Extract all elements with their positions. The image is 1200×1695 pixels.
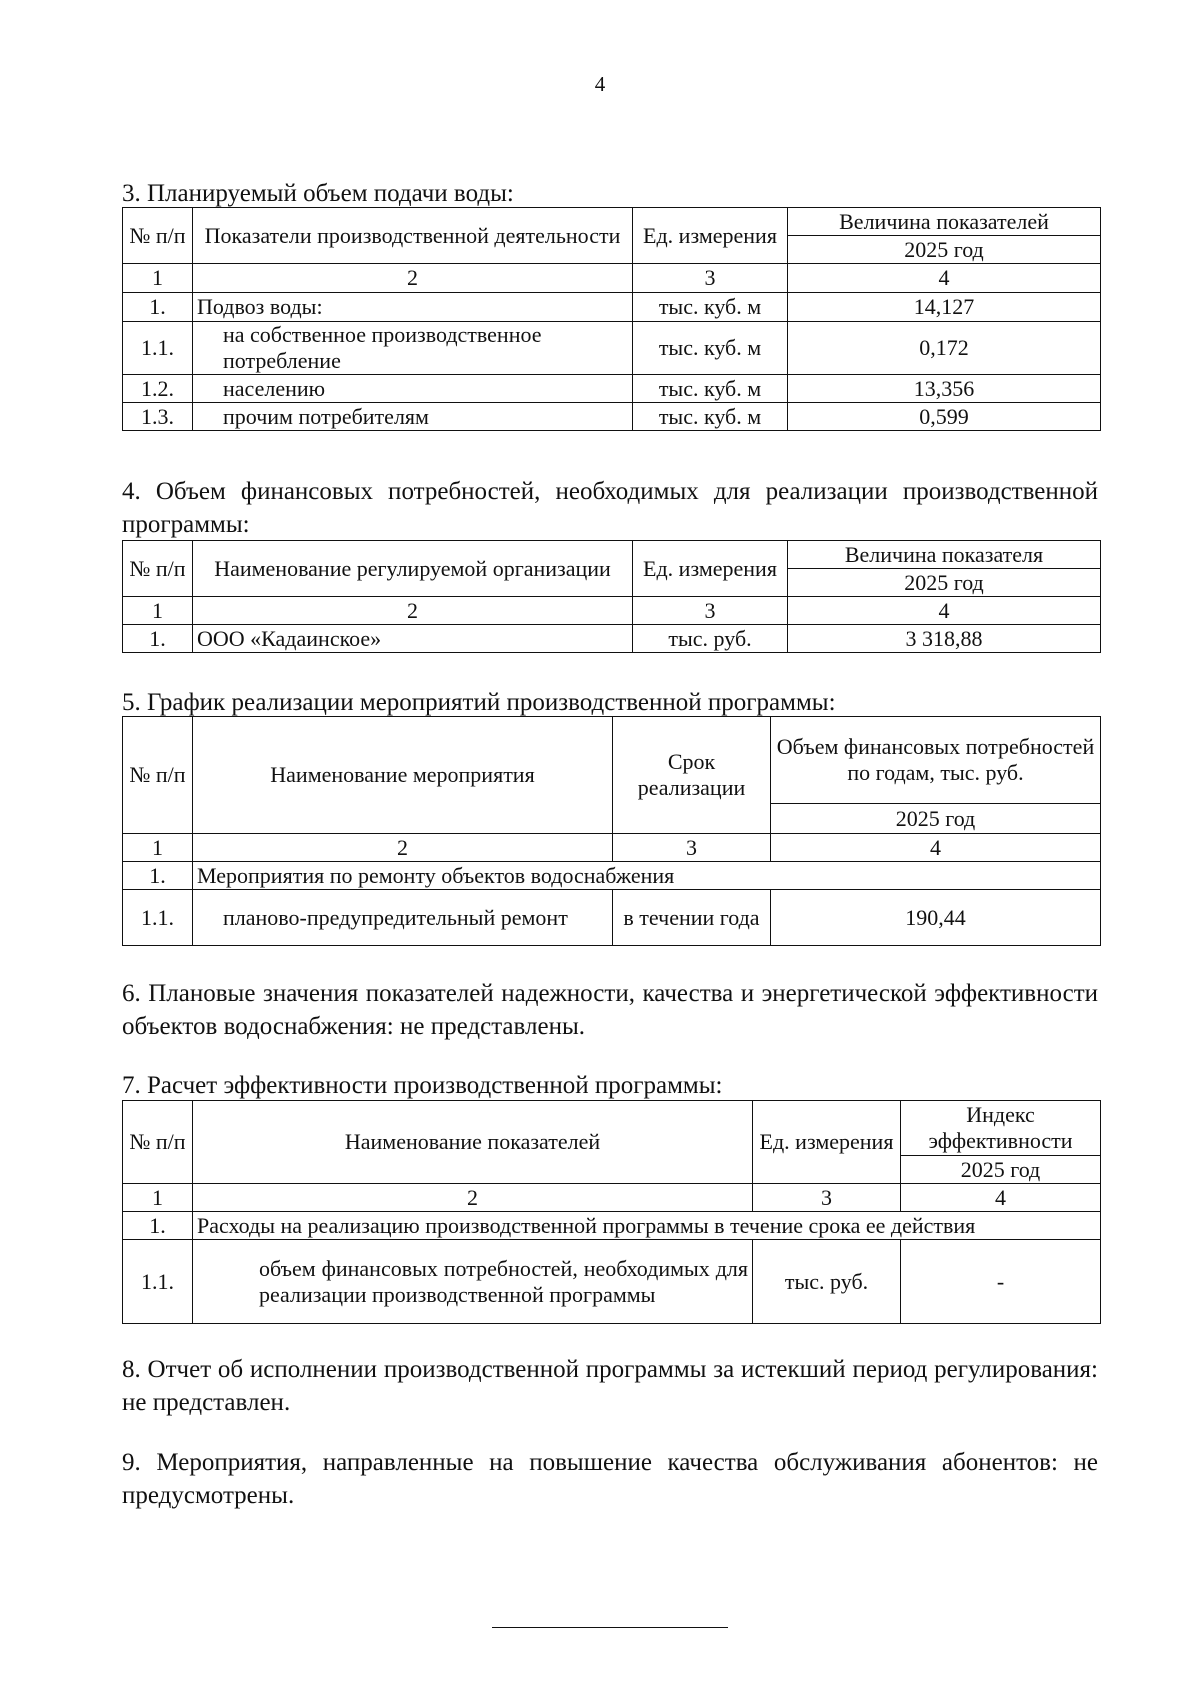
header-value-group: Величина показателей <box>788 208 1101 236</box>
row-num: 1. <box>123 862 193 890</box>
row-value: 13,356 <box>788 375 1101 403</box>
header-value-group: Величина показателя <box>788 541 1101 569</box>
col-number: 3 <box>633 597 788 625</box>
row-value: 0,599 <box>788 403 1101 431</box>
col-number: 4 <box>788 264 1101 293</box>
col-number: 1 <box>123 834 193 862</box>
row-name: Мероприятия по ремонту объектов водоснабжения <box>193 862 1101 890</box>
header-year: 2025 год <box>771 804 1101 834</box>
header-year: 2025 год <box>788 569 1101 597</box>
row-term: в течении года <box>613 890 771 946</box>
table-row <box>123 293 1101 322</box>
financial-needs-table <box>122 540 1101 653</box>
page-number: 4 <box>594 72 606 96</box>
header-event: Наименование мероприятия <box>193 717 613 834</box>
section4-title: 4. Объем финансовых потребностей, необходимых для реализации производственной программы: <box>122 478 1098 538</box>
row-num: 1. <box>123 625 193 653</box>
end-divider <box>492 1627 728 1628</box>
section5-title: 5. График реализации мероприятий производственной программы: <box>122 689 836 716</box>
row-name: Расходы на реализацию производственной программы в течение срока ее действия <box>193 1212 1101 1240</box>
row-num: 1.1. <box>123 890 193 946</box>
header-unit: Ед. измерения <box>633 208 788 264</box>
row-unit: тыс. руб. <box>753 1240 901 1324</box>
section7-title: 7. Расчет эффективности производственной программы: <box>122 1072 723 1099</box>
row-num: 1.1. <box>123 322 193 375</box>
row-unit: тыс. куб. м <box>633 322 788 375</box>
section3-title: 3. Планируемый объем подачи воды: <box>122 180 514 207</box>
col-number: 2 <box>193 1184 753 1212</box>
header-num: № п/п <box>123 541 193 597</box>
row-name: ООО «Кадаинское» <box>193 625 633 653</box>
header-num: № п/п <box>123 208 193 264</box>
row-unit: тыс. куб. м <box>633 403 788 431</box>
header-index: Индекс эффективности <box>901 1101 1101 1156</box>
row-name: планово-предупредительный ремонт <box>193 890 613 946</box>
row-name: Подвоз воды: <box>193 293 633 322</box>
efficiency-table <box>122 1100 1101 1324</box>
header-unit: Ед. измерения <box>753 1101 901 1184</box>
row-num: 1.1. <box>123 1240 193 1324</box>
table-row <box>123 403 1101 431</box>
table-row <box>123 1240 1101 1324</box>
header-org: Наименование регулируемой организации <box>193 541 633 597</box>
row-unit: тыс. руб. <box>633 625 788 653</box>
table-row <box>123 890 1101 946</box>
row-value: 14,127 <box>788 293 1101 322</box>
table-row <box>123 375 1101 403</box>
row-name: на собственное производственное потребление <box>193 322 633 375</box>
col-number: 3 <box>613 834 771 862</box>
col-number: 3 <box>753 1184 901 1212</box>
row-value: 190,44 <box>771 890 1101 946</box>
header-num: № п/п <box>123 717 193 834</box>
row-num: 1. <box>123 1212 193 1240</box>
header-year: 2025 год <box>901 1156 1101 1184</box>
row-num: 1.2. <box>123 375 193 403</box>
row-name: объем финансовых потребностей, необходимых для реализации производственной программы <box>193 1240 753 1324</box>
row-num: 1.3. <box>123 403 193 431</box>
header-indicator: Наименование показателей <box>193 1101 753 1184</box>
col-number: 1 <box>123 597 193 625</box>
row-unit: тыс. куб. м <box>633 293 788 322</box>
col-number: 4 <box>901 1184 1101 1212</box>
table-row <box>123 322 1101 375</box>
row-unit: тыс. куб. м <box>633 375 788 403</box>
col-number: 1 <box>123 264 193 293</box>
col-number: 1 <box>123 1184 193 1212</box>
section9-text: 9. Мероприятия, направленные на повышение качества обслуживания абонентов: не предусмотрены. <box>122 1449 1098 1509</box>
row-name: населению <box>193 375 633 403</box>
row-value: 3 318,88 <box>788 625 1101 653</box>
header-indicator: Показатели производственной деятельности <box>193 208 633 264</box>
header-unit: Ед. измерения <box>633 541 788 597</box>
schedule-table <box>122 716 1101 946</box>
table-row <box>123 625 1101 653</box>
section6-text: 6. Плановые значения показателей надежности, качества и энергетической эффективности объектов водоснабжения: не представлены. <box>122 980 1098 1040</box>
col-number: 2 <box>193 834 613 862</box>
row-num: 1. <box>123 293 193 322</box>
table-group-row <box>123 1212 1101 1240</box>
section8-text: 8. Отчет об исполнении производственной программы за истекший период регулирования: не представлен. <box>122 1356 1098 1416</box>
row-value: - <box>901 1240 1101 1324</box>
col-number: 4 <box>771 834 1101 862</box>
col-number: 2 <box>193 597 633 625</box>
table-group-row <box>123 862 1101 890</box>
water-supply-table <box>122 207 1101 431</box>
header-term: Срок реализации <box>613 717 771 834</box>
col-number: 2 <box>193 264 633 293</box>
header-year: 2025 год <box>788 236 1101 264</box>
row-name: прочим потребителям <box>193 403 633 431</box>
header-finance: Объем финансовых потребностей по годам, тыс. руб. <box>771 717 1101 804</box>
col-number: 4 <box>788 597 1101 625</box>
col-number: 3 <box>633 264 788 293</box>
header-num: № п/п <box>123 1101 193 1184</box>
row-value: 0,172 <box>788 322 1101 375</box>
